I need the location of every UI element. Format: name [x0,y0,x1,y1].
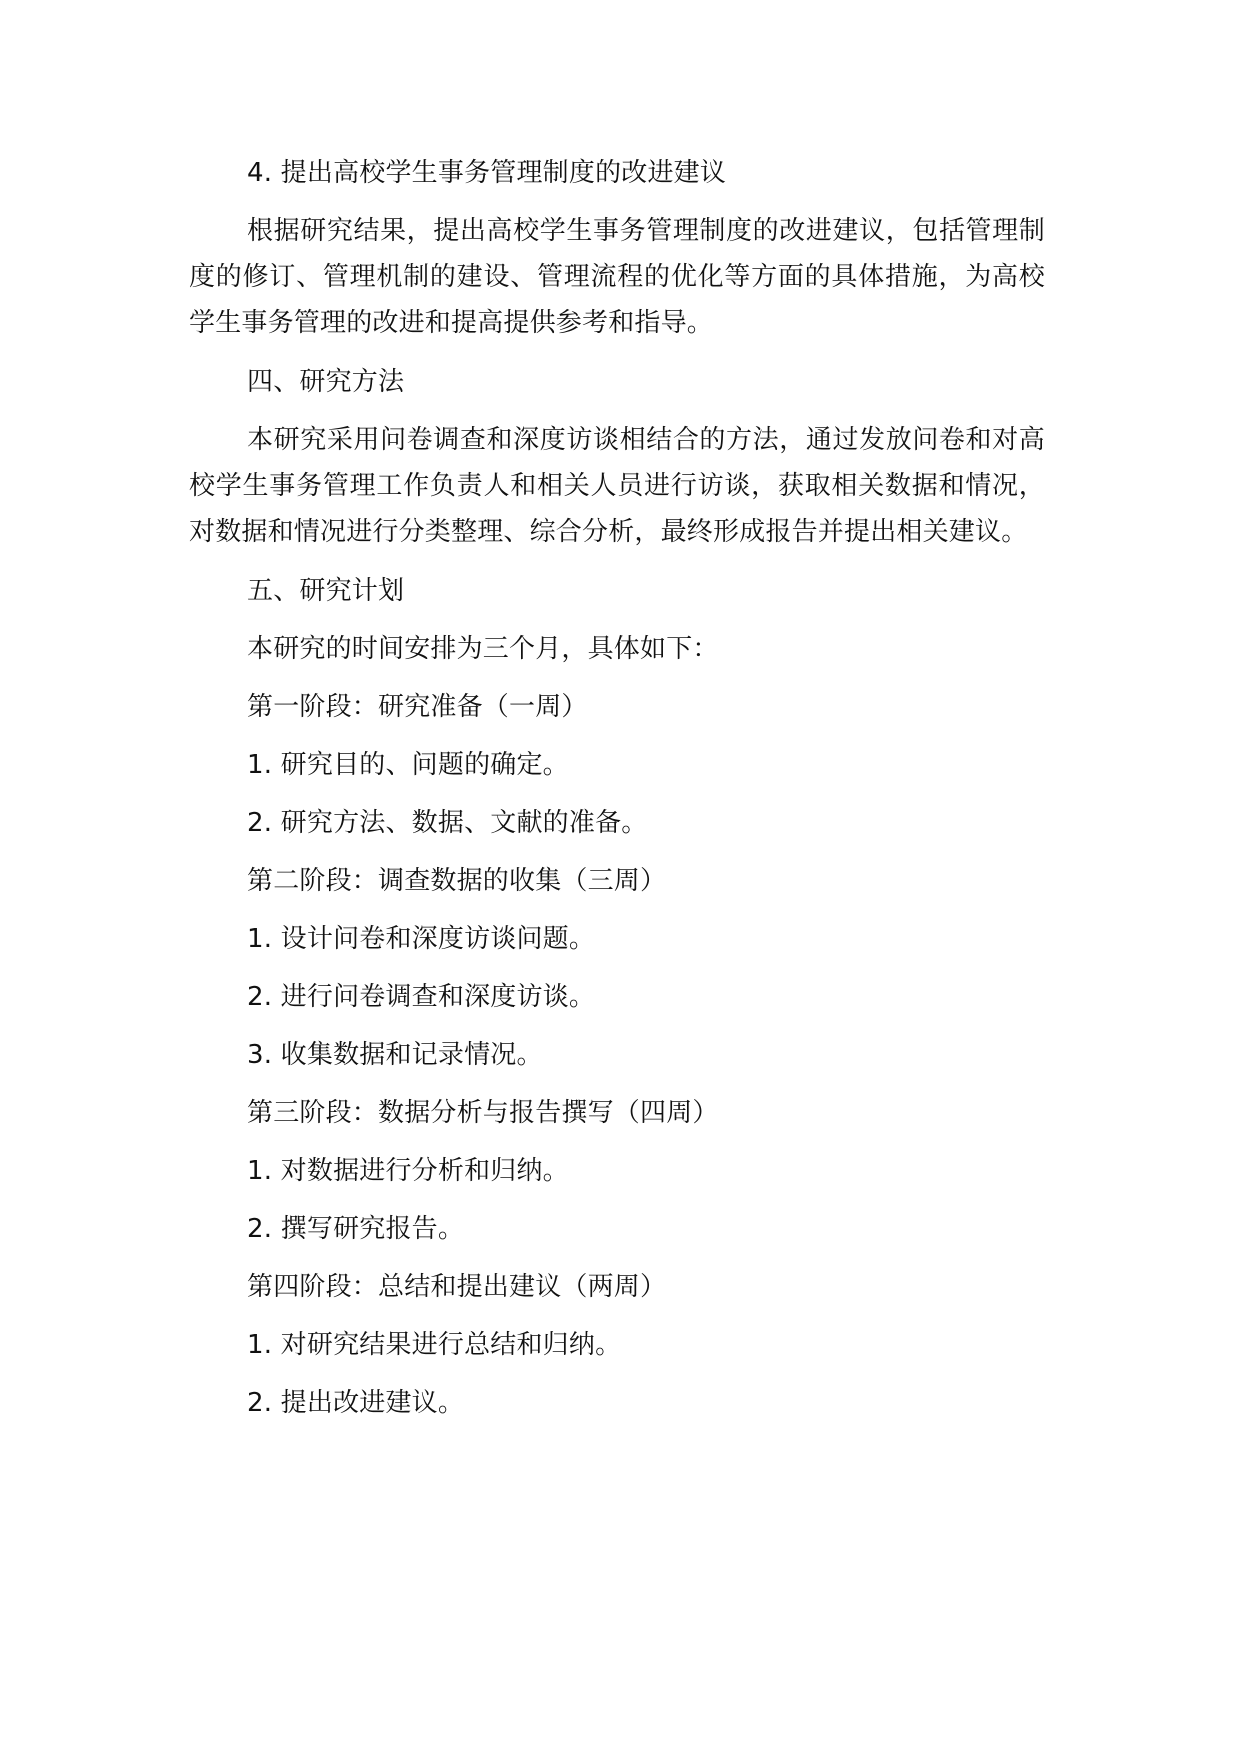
list-item: 2. 研究方法、数据、文献的准备。 [247,808,648,838]
stage-heading-1: 第一阶段：研究准备（一周） [247,692,588,722]
list-item: 3. 收集数据和记录情况。 [247,1040,543,1070]
section-heading-plan: 五、研究计划 [247,576,405,606]
list-item: 2. 提出改进建议。 [247,1388,465,1418]
list-item: 2. 进行问卷调查和深度访谈。 [247,982,596,1012]
stage-heading-3: 第三阶段：数据分析与报告撰写（四周） [247,1098,719,1128]
stage-heading-2: 第二阶段：调查数据的收集（三周） [247,866,667,896]
paragraph-methods: 本研究采用问卷调查和深度访谈相结合的方法，通过发放问卷和对高校学生事务管理工作负责人和相关人员进行访谈，获取相关数据和情况，对数据和情况进行分类整理、综合分析，最终形成报告并提出相关建议。 [189,425,1045,547]
list-item: 2. 撰写研究报告。 [247,1214,465,1244]
list-item-suggestions: 4. 提出高校学生事务管理制度的改进建议 [247,158,727,188]
document-body [189,150,1045,1426]
list-item: 1. 对数据进行分析和归纳。 [247,1156,569,1186]
section-heading-methods: 四、研究方法 [247,367,405,397]
list-item: 1. 对研究结果进行总结和归纳。 [247,1330,622,1360]
plan-intro: 本研究的时间安排为三个月，具体如下： [247,634,719,664]
paragraph-research-results: 根据研究结果，提出高校学生事务管理制度的改进建议，包括管理制度的修订、管理机制的建设、管理流程的优化等方面的具体措施，为高校学生事务管理的改进和提高提供参考和指导。 [189,216,1045,338]
stage-heading-4: 第四阶段：总结和提出建议（两周） [247,1272,667,1302]
list-item: 1. 研究目的、问题的确定。 [247,750,569,780]
list-item: 1. 设计问卷和深度访谈问题。 [247,924,596,954]
